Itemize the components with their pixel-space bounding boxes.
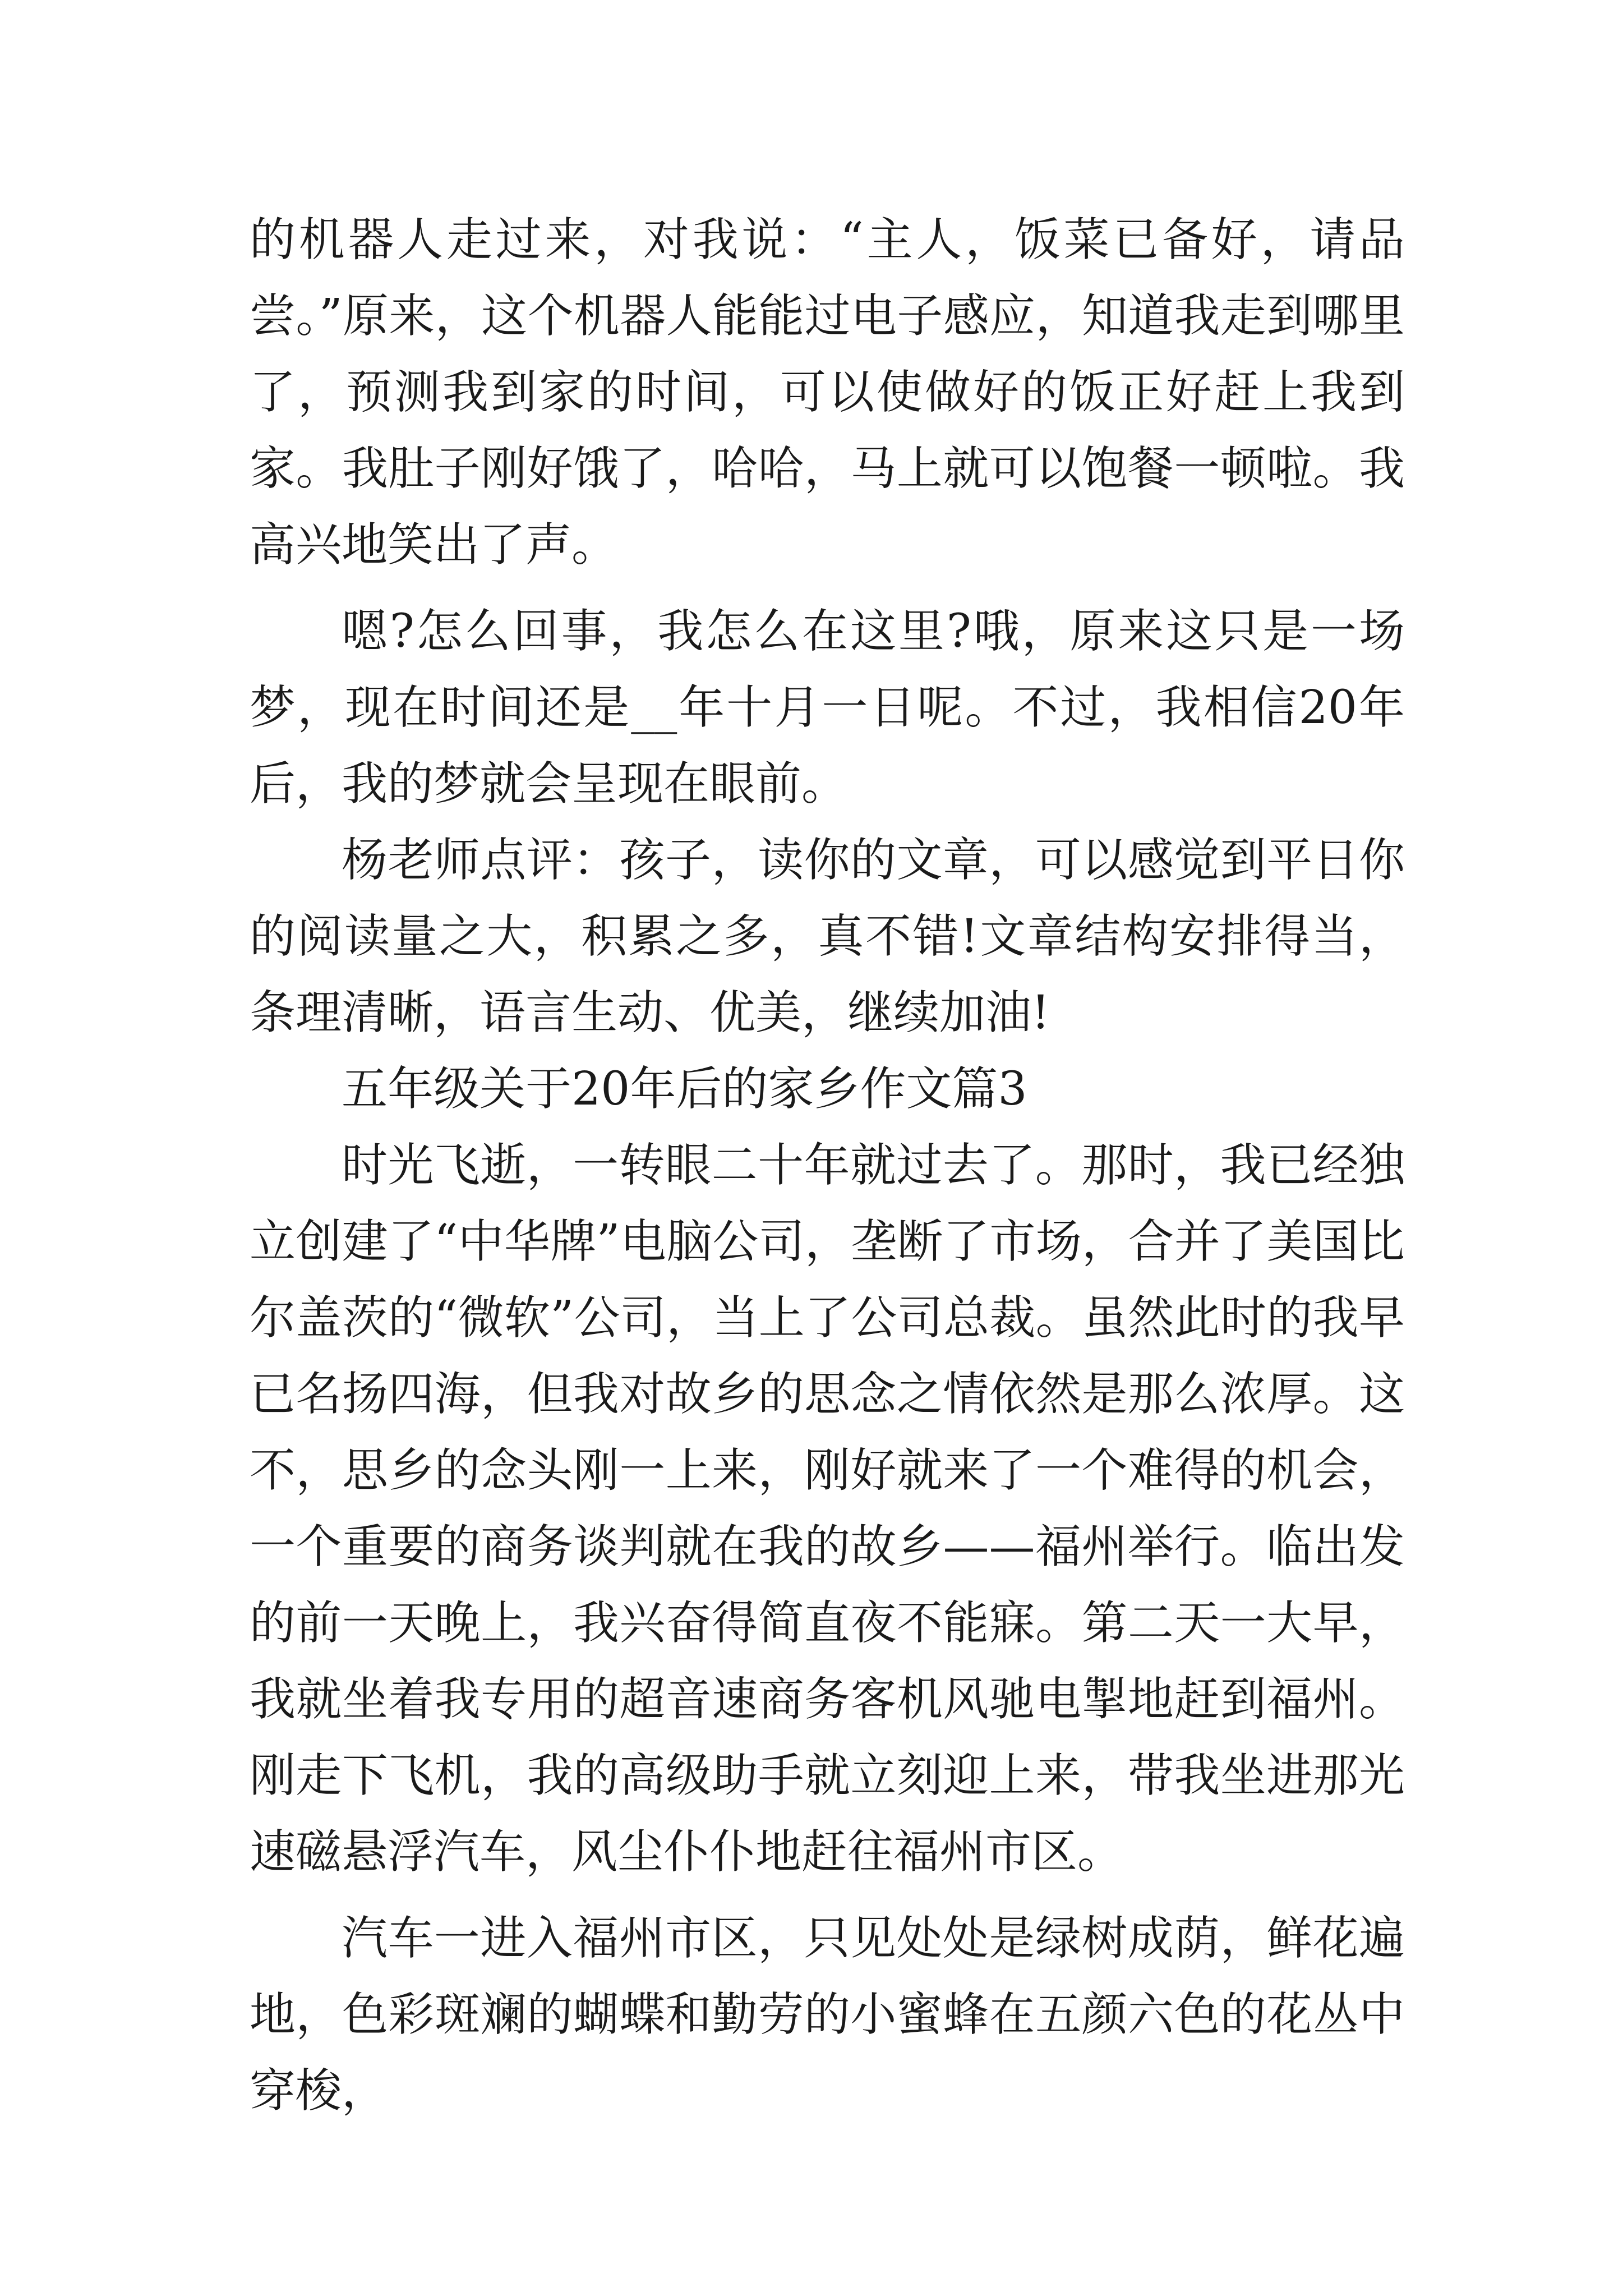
paragraph-continuation: 的机器人走过来，对我说：“主人，饭菜已备好，请品尝。”原来，这个机器人能能过电子感应，知道我走到哪里了，预测我到家的时间，可以使做好的饭正好赶上我到家。我肚子刚好饿了，哈哈，马上就可以饱餐一顿啦。我高兴地笑出了声。 xyxy=(250,213,1405,572)
essay-section-heading: 五年级关于20年后的家乡作文篇3 xyxy=(342,1062,1027,1116)
paragraph-time-flies: 时光飞逝，一转眼二十年就过去了。那时，我已经独立创建了“中华牌”电脑公司，垄断了市场，合并了美国比尔盖茨的“微软”公司，当上了公司总裁。虽然此时的我早已名扬四海，但我对故乡的思念之情依然是那么浓厚。这不，思乡的念头刚一上来，刚好就来了一个难得的机会，一个重要的商务谈判就在我的故乡——福州举行。临出发的前一天晚上，我兴奋得简直夜不能寐。第二天一大早，我就坐着我专用的超音速商务客机风驰电掣地赶到福州。刚走下飞机，我的高级助手就立刻迎上来，带我坐进那光速磁悬浮汽车，风尘仆仆地赶往福州市区。 xyxy=(250,1139,1405,1879)
paragraph-city-arrival: 汽车一进入福州市区，只见处处是绿树成荫，鲜花遍地，色彩斑斓的蝴蝶和勤劳的小蜜蜂在五颜六色的花丛中穿梭， xyxy=(250,1912,1405,2118)
paragraph-dream-ending: 嗯?怎么回事，我怎么在这里?哦，原来这只是一场梦，现在时间还是__年十月一日呢。不过，我相信20年后，我的梦就会呈现在眼前。 xyxy=(250,605,1405,811)
essay-text xyxy=(250,202,1405,2129)
paragraph-teacher-comment: 杨老师点评：孩子，读你的文章，可以感觉到平日你的阅读量之大，积累之多，真不错!文章结构安排得当，条理清晰，语言生动、优美，继续加油! xyxy=(250,834,1405,1039)
